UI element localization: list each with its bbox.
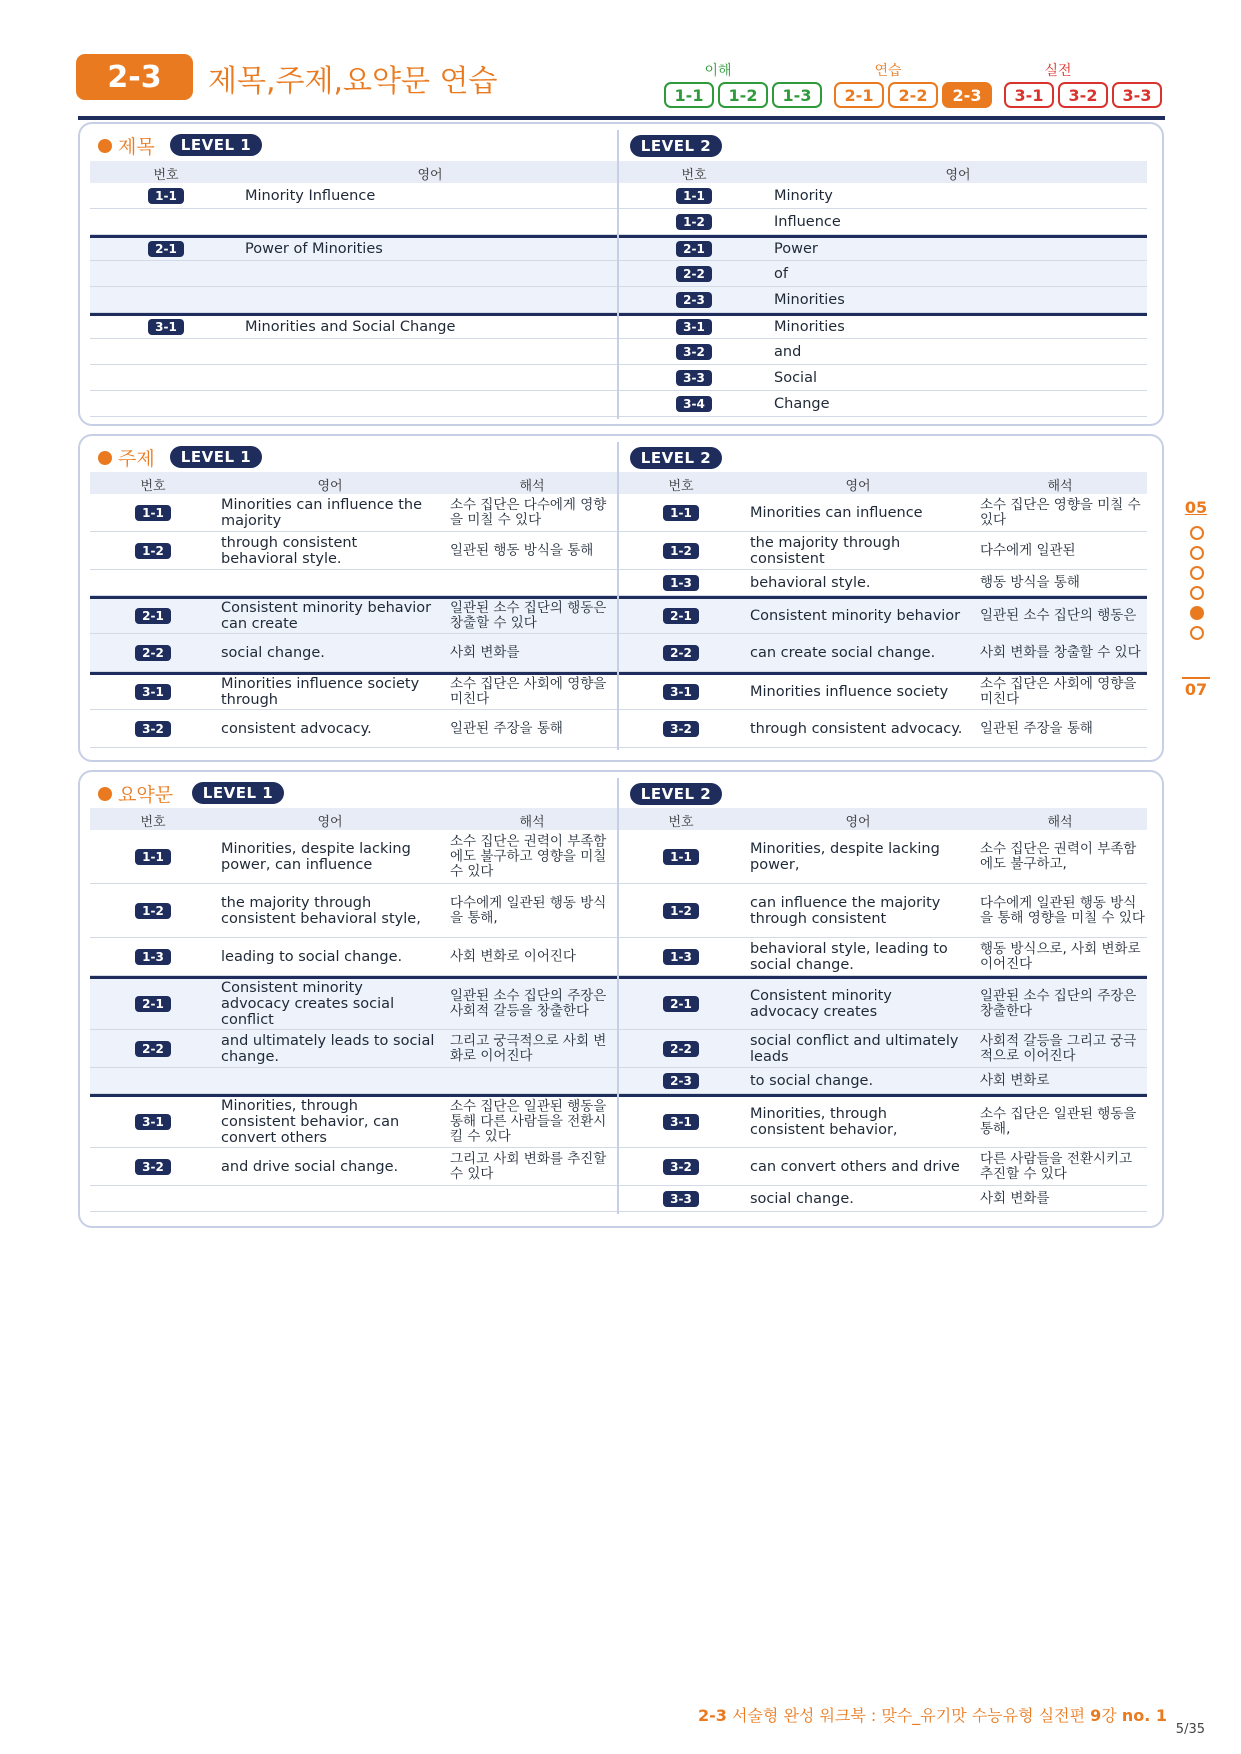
table-row [90, 209, 617, 235]
sentence-number: 2-3 [676, 292, 712, 308]
korean-translation: 사회 변화를 창출할 수 있다 [980, 644, 1141, 661]
korean-translation: 일관된 행동 방식을 통해 [450, 542, 594, 559]
sentence-number: 2-1 [676, 241, 712, 257]
nav-button-2-2[interactable]: 2-2 [888, 82, 938, 108]
sentence-number: 2-2 [135, 1041, 171, 1057]
sentence-number: 1-1 [148, 188, 184, 204]
english-text: consistent advocacy. [221, 721, 372, 737]
english-text: social change. [221, 645, 325, 661]
footer [698, 1703, 1167, 1726]
section-label: 제목 [118, 136, 155, 158]
korean-translation: 일관된 소수 집단의 행동은 창출할 수 있다 [450, 600, 607, 631]
korean-translation: 일관된 주장을 통해 [980, 720, 1093, 737]
sentence-number: 2-1 [135, 996, 171, 1012]
sentence-number: 1-2 [135, 543, 171, 559]
sentence-number: 2-3 [663, 1073, 699, 1089]
table-row [90, 261, 617, 287]
korean-translation: 일관된 소수 집단의 주장은 창출한다 [980, 988, 1137, 1019]
header-cell-ko: 해석 [519, 815, 545, 830]
header-cell-en: 영어 [417, 168, 443, 183]
korean-translation: 사회 변화를 [980, 1190, 1050, 1207]
sentence-number: 2-2 [663, 645, 699, 661]
english-text: Social [774, 370, 817, 386]
sentence-number: 1-1 [676, 188, 712, 204]
english-text: social conflict and ultimately leads [750, 1033, 959, 1065]
nav-button-2-3[interactable]: 2-3 [942, 82, 992, 108]
sentence-number: 1-2 [135, 903, 171, 919]
sentence-number: 3-1 [663, 684, 699, 700]
nav-button-3-2[interactable]: 3-2 [1058, 82, 1108, 108]
english-text: Consistent minority advocacy creates social conflict [221, 980, 395, 1028]
nav-button-3-3[interactable]: 3-3 [1112, 82, 1162, 108]
sentence-number: 1-1 [663, 505, 699, 521]
header-cell-en: 영어 [945, 168, 971, 183]
sentence-number: 3-2 [663, 1159, 699, 1175]
header-cell-ko: 해석 [1047, 479, 1073, 494]
sentence-number: 3-4 [676, 396, 712, 412]
section-bullet [98, 787, 112, 801]
sentence-number: 1-1 [663, 849, 699, 865]
table-row [90, 570, 617, 596]
table-header [90, 472, 617, 494]
sentence-number: 3-2 [135, 1159, 171, 1175]
table-header [619, 472, 1147, 494]
sentence-number: 3-1 [135, 684, 171, 700]
korean-translation: 다수에게 일관된 행동 방식을 통해, [450, 895, 607, 926]
korean-translation: 소수 집단은 사회에 영향을 미친다 [450, 676, 607, 707]
table-header [619, 161, 1147, 183]
level2-tag: LEVEL 2 [630, 135, 722, 157]
header-cell-en: 영어 [845, 479, 871, 494]
section-label: 주제 [118, 448, 155, 470]
nav-button-3-1[interactable]: 3-1 [1004, 82, 1054, 108]
english-text: social change. [750, 1191, 854, 1207]
sentence-number: 3-2 [663, 721, 699, 737]
header-divider [78, 116, 1165, 120]
korean-translation: 소수 집단은 일관된 행동을 통해 다른 사람들을 전환시킬 수 있다 [450, 1098, 607, 1145]
table-row [90, 365, 617, 391]
sentence-number: 2-2 [663, 1041, 699, 1057]
english-text: Consistent minority behavior can create [221, 600, 432, 632]
table-header [619, 808, 1147, 830]
english-text: and [774, 344, 802, 360]
nav-group-label: 연습 [874, 63, 902, 79]
nav-button-1-2[interactable]: 1-2 [718, 82, 768, 108]
sentence-number: 1-3 [663, 575, 699, 591]
table-row [90, 1068, 617, 1094]
english-text: Influence [774, 214, 841, 230]
english-text: Minority Influence [245, 188, 376, 204]
english-text: through consistent behavioral style. [221, 535, 358, 567]
korean-translation: 일관된 소수 집단의 주장은 사회적 갈등을 창출한다 [450, 988, 607, 1019]
footer-mid: 강 [1101, 1706, 1122, 1725]
korean-translation: 일관된 소수 집단의 행동은 [980, 607, 1137, 624]
header-cell-num: 번호 [668, 815, 694, 830]
sentence-number: 2-2 [676, 266, 712, 282]
korean-translation: 다수에게 일관된 [980, 542, 1076, 559]
footer-badge: 2-3 [698, 1706, 727, 1725]
korean-translation: 사회적 갈등을 그리고 궁극적으로 이어진다 [980, 1033, 1137, 1064]
sentence-number: 2-1 [148, 241, 184, 257]
sidebar-bottom-label: 07 [1182, 677, 1210, 699]
english-text: Minorities and Social Change [245, 319, 456, 335]
english-text: of [774, 266, 788, 282]
korean-translation: 그리고 궁극적으로 사회 변화로 이어진다 [450, 1033, 607, 1064]
korean-translation: 일관된 주장을 통해 [450, 720, 563, 737]
english-text: Minorities, despite lacking power, [750, 841, 940, 873]
progress-circle [1190, 606, 1204, 620]
header-cell-num: 번호 [668, 479, 694, 494]
sentence-number: 2-2 [135, 645, 171, 661]
korean-translation: 사회 변화로 [980, 1072, 1050, 1089]
korean-translation: 소수 집단은 영향을 미칠 수 있다 [980, 497, 1141, 528]
sentence-number: 3-2 [135, 721, 171, 737]
sidebar-top-label: 05 [1184, 498, 1208, 517]
header-cell-en: 영어 [317, 815, 343, 830]
sentence-number: 1-2 [663, 903, 699, 919]
sentence-number: 1-1 [135, 505, 171, 521]
english-text: Consistent minority behavior [750, 608, 961, 624]
english-text: Minorities can influence [750, 505, 923, 521]
korean-translation: 행동 방식으로, 사회 변화로 이어진다 [980, 941, 1141, 972]
sentence-number: 1-1 [135, 849, 171, 865]
english-text: and drive social change. [221, 1159, 399, 1175]
sentence-number: 3-3 [663, 1191, 699, 1207]
sentence-number: 2-1 [663, 608, 699, 624]
header-cell-num: 번호 [140, 479, 166, 494]
footer-no: no. 1 [1121, 1706, 1167, 1725]
korean-translation: 행동 방식을 통해 [980, 574, 1080, 591]
korean-translation: 사회 변화로 이어진다 [450, 948, 576, 965]
sentence-number: 2-1 [663, 996, 699, 1012]
english-text: the majority through consistent behavioral style, [221, 895, 421, 927]
english-text: Minorities influence society through [221, 676, 420, 708]
english-text: can influence the majority through consistent [750, 895, 941, 927]
progress-circle [1190, 626, 1204, 640]
sentence-number: 3-1 [135, 1114, 171, 1130]
korean-translation: 그리고 사회 변화를 추진할 수 있다 [450, 1151, 607, 1182]
korean-translation: 소수 집단은 권력이 부족함에도 불구하고, [980, 841, 1137, 872]
page-number: 5/35 [1175, 1722, 1205, 1737]
english-text: through consistent advocacy. [750, 721, 963, 737]
nav-group-label: 실전 [1044, 63, 1072, 79]
english-text: Change [774, 396, 830, 412]
korean-translation: 다른 사람들을 전환시키고 추진할 수 있다 [980, 1151, 1133, 1182]
table-header [90, 808, 617, 830]
page-title: 제목,주제,요약문 연습 [208, 64, 498, 99]
sentence-number: 3-3 [676, 370, 712, 386]
english-text: Minorities [774, 292, 845, 308]
korean-translation: 소수 집단은 권력이 부족함에도 불구하고 영향을 미칠 수 있다 [450, 833, 607, 880]
progress-circle [1190, 526, 1204, 540]
english-text: Minorities, through consistent behavior, [750, 1106, 898, 1138]
english-text: can convert others and drive [750, 1159, 960, 1175]
english-text: Minorities, despite lacking power, can influence [221, 841, 411, 873]
table-row [90, 391, 617, 417]
table-row [90, 287, 617, 313]
sentence-number: 3-1 [148, 319, 184, 335]
english-text: Minorities, through consistent behavior, can convert others [221, 1098, 400, 1146]
english-text: Minorities influence society [750, 684, 949, 700]
sentence-number: 1-3 [135, 949, 171, 965]
level1-tag: LEVEL 1 [170, 134, 262, 156]
english-text: Minorities can influence the majority [221, 497, 422, 529]
progress-circle [1190, 546, 1204, 560]
english-text: and ultimately leads to social change. [221, 1033, 435, 1065]
progress-circle [1190, 566, 1204, 580]
nav-button-2-1[interactable]: 2-1 [834, 82, 884, 108]
english-text: the majority through consistent [750, 535, 901, 567]
table-header [90, 161, 617, 183]
english-text: Power of Minorities [245, 241, 383, 257]
sentence-number: 3-1 [676, 319, 712, 335]
korean-translation: 사회 변화를 [450, 644, 520, 661]
english-text: Consistent minority advocacy creates [750, 988, 892, 1020]
sentence-number: 1-2 [663, 543, 699, 559]
level2-tag: LEVEL 2 [630, 783, 722, 805]
korean-translation: 소수 집단은 일관된 행동을 통해, [980, 1106, 1137, 1137]
header-cell-en: 영어 [317, 479, 343, 494]
level1-tag: LEVEL 1 [192, 782, 284, 804]
header-cell-ko: 해석 [519, 479, 545, 494]
english-text: Power [774, 241, 818, 257]
header-cell-num: 번호 [140, 815, 166, 830]
korean-translation: 다수에게 일관된 행동 방식을 통해 영향을 미칠 수 있다 [980, 895, 1145, 926]
section-label: 요약문 [118, 784, 174, 806]
korean-translation: 소수 집단은 다수에게 영향을 미칠 수 있다 [450, 497, 607, 528]
section-bullet [98, 451, 112, 465]
header-cell-ko: 해석 [1047, 815, 1073, 830]
footer-text: 서술형 완성 워크북 : 맞수_유기맛 수능유형 실전편 [732, 1706, 1091, 1725]
english-text: to social change. [750, 1073, 874, 1089]
english-text: Minorities [774, 319, 845, 335]
nav-button-1-3[interactable]: 1-3 [772, 82, 822, 108]
header-cell-num: 번호 [681, 168, 707, 183]
english-text: Minority [774, 188, 833, 204]
header-cell-en: 영어 [845, 815, 871, 830]
sentence-number: 3-1 [663, 1114, 699, 1130]
table-row [90, 339, 617, 365]
progress-circle [1190, 586, 1204, 600]
section-bullet [98, 139, 112, 153]
level2-tag: LEVEL 2 [630, 447, 722, 469]
nav-button-1-1[interactable]: 1-1 [664, 82, 714, 108]
table-row [90, 1186, 617, 1212]
nav-group-label: 이해 [704, 63, 732, 79]
header-cell-num: 번호 [153, 168, 179, 183]
sentence-number: 1-3 [663, 949, 699, 965]
sentence-number: 1-2 [676, 214, 712, 230]
sentence-number: 3-2 [676, 344, 712, 360]
english-text: leading to social change. [221, 949, 403, 965]
level1-tag: LEVEL 1 [170, 446, 262, 468]
english-text: can create social change. [750, 645, 936, 661]
korean-translation: 소수 집단은 사회에 영향을 미친다 [980, 676, 1137, 707]
sentence-number: 2-1 [135, 608, 171, 624]
english-text: behavioral style. [750, 575, 871, 591]
chapter-badge: 2-3 [76, 54, 193, 100]
footer-lesson: 9 [1090, 1706, 1102, 1725]
english-text: behavioral style, leading to social change. [750, 941, 948, 973]
